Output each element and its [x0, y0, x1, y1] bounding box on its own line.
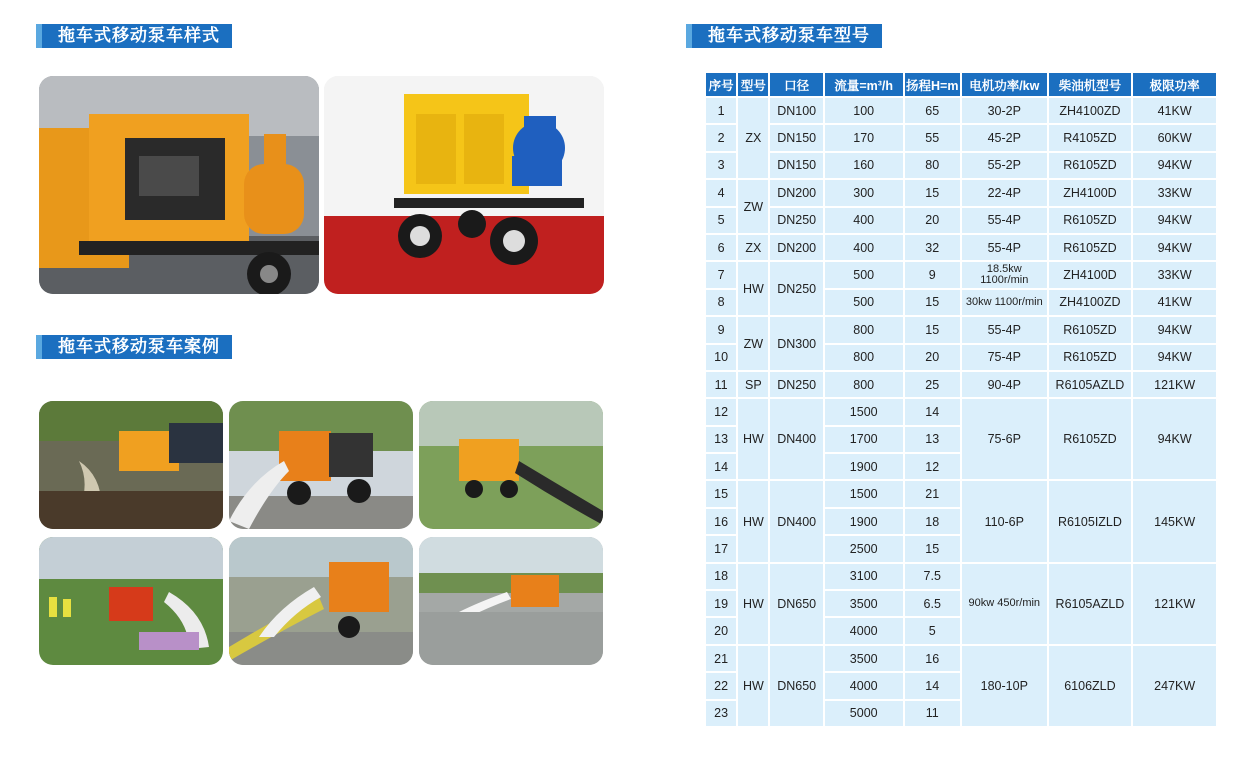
cell-index: 3: [706, 153, 736, 178]
cell-motor: 30-2P: [962, 98, 1047, 123]
photo-case-1: [39, 401, 223, 529]
cell-head: 14: [905, 673, 960, 698]
cell-flow: 4000: [825, 673, 903, 698]
cell-power: 94KW: [1133, 399, 1216, 479]
cell-motor: 75-4P: [962, 345, 1047, 370]
section-title-models: [686, 24, 882, 48]
cell-engine: ZH4100D: [1049, 180, 1132, 205]
cell-engine: R6105ZD: [1049, 235, 1132, 260]
cell-engine: R6105IZLD: [1049, 481, 1132, 561]
cell-motor: 110-6P: [962, 481, 1047, 561]
cell-index: 12: [706, 399, 736, 424]
cell-index: 16: [706, 509, 736, 534]
photo-trailer-pump-orange: [39, 76, 319, 294]
table-row: [706, 153, 1216, 178]
cell-flow: 400: [825, 208, 903, 233]
cell-engine: ZH4100ZD: [1049, 98, 1132, 123]
cell-type: SP: [738, 372, 768, 397]
pump-model-table: [704, 71, 1218, 728]
cell-power: 33KW: [1133, 262, 1216, 287]
cell-caliber: DN100: [770, 98, 822, 123]
cell-caliber: DN250: [770, 372, 822, 397]
cell-index: 5: [706, 208, 736, 233]
cell-head: 25: [905, 372, 960, 397]
cell-flow: 800: [825, 345, 903, 370]
cell-flow: 1900: [825, 454, 903, 479]
table-row: [706, 208, 1216, 233]
cell-index: 18: [706, 564, 736, 589]
cell-head: 20: [905, 345, 960, 370]
table-row: [706, 317, 1216, 342]
cell-motor: 55-4P: [962, 317, 1047, 342]
photo-case-5: [229, 537, 413, 665]
cell-motor: 55-4P: [962, 235, 1047, 260]
cell-index: 15: [706, 481, 736, 506]
cell-power: 94KW: [1133, 317, 1216, 342]
cell-motor: 75-6P: [962, 399, 1047, 479]
cell-engine: R4105ZD: [1049, 125, 1132, 150]
cell-head: 65: [905, 98, 960, 123]
cell-index: 9: [706, 317, 736, 342]
cell-motor: 55-4P: [962, 208, 1047, 233]
cell-power: 94KW: [1133, 208, 1216, 233]
section-title-text: 拖车式移动泵车样式: [42, 24, 232, 48]
cell-flow: 300: [825, 180, 903, 205]
cell-engine: ZH4100D: [1049, 262, 1132, 287]
section-title-cases: [36, 335, 232, 359]
cell-index: 4: [706, 180, 736, 205]
header-cell: 扬程H=m: [905, 73, 960, 96]
cell-power: 41KW: [1133, 98, 1216, 123]
cell-caliber: DN200: [770, 235, 822, 260]
cell-head: 20: [905, 208, 960, 233]
cell-head: 9: [905, 262, 960, 287]
cell-head: 21: [905, 481, 960, 506]
cell-head: 12: [905, 454, 960, 479]
cell-caliber: DN650: [770, 564, 822, 644]
table-row: [706, 180, 1216, 205]
cell-power: 94KW: [1133, 345, 1216, 370]
cell-type: HW: [738, 262, 768, 315]
table-row: [706, 372, 1216, 397]
cell-flow: 170: [825, 125, 903, 150]
cell-caliber: DN400: [770, 481, 822, 561]
cell-engine: R6105AZLD: [1049, 564, 1132, 644]
cell-motor: 180-10P: [962, 646, 1047, 726]
cell-index: 11: [706, 372, 736, 397]
cell-head: 11: [905, 701, 960, 726]
cell-flow: 400: [825, 235, 903, 260]
cell-index: 23: [706, 701, 736, 726]
cell-caliber: DN250: [770, 262, 822, 315]
cell-flow: 160: [825, 153, 903, 178]
cell-head: 15: [905, 536, 960, 561]
cell-caliber: DN650: [770, 646, 822, 726]
cell-engine: R6105ZD: [1049, 345, 1132, 370]
cell-motor: 18.5kw 1100r/min: [962, 262, 1047, 287]
cell-engine: R6105ZD: [1049, 317, 1132, 342]
cell-index: 22: [706, 673, 736, 698]
cell-flow: 500: [825, 290, 903, 315]
cell-flow: 500: [825, 262, 903, 287]
cell-flow: 1500: [825, 481, 903, 506]
table-row: [706, 399, 1216, 424]
cell-head: 16: [905, 646, 960, 671]
cell-motor: 90-4P: [962, 372, 1047, 397]
cell-flow: 2500: [825, 536, 903, 561]
cell-head: 5: [905, 618, 960, 643]
cell-index: 14: [706, 454, 736, 479]
cell-engine: R6105AZLD: [1049, 372, 1132, 397]
cell-head: 14: [905, 399, 960, 424]
cell-head: 18: [905, 509, 960, 534]
cell-type: ZW: [738, 317, 768, 370]
cell-power: 33KW: [1133, 180, 1216, 205]
cell-type: HW: [738, 399, 768, 479]
cell-flow: 3500: [825, 646, 903, 671]
cell-engine: ZH4100ZD: [1049, 290, 1132, 315]
section-title-text: 拖车式移动泵车案例: [42, 335, 232, 359]
cell-head: 15: [905, 180, 960, 205]
photo-case-3: [419, 401, 603, 529]
cell-head: 7.5: [905, 564, 960, 589]
cell-head: 15: [905, 317, 960, 342]
cell-motor: 90kw 450r/min: [962, 564, 1047, 644]
cell-index: 19: [706, 591, 736, 616]
cell-index: 10: [706, 345, 736, 370]
cell-index: 8: [706, 290, 736, 315]
cell-motor: 30kw 1100r/min: [962, 290, 1047, 315]
header-cell: 序号: [706, 73, 736, 96]
cell-power: 121KW: [1133, 564, 1216, 644]
table-row: [706, 262, 1216, 287]
cell-head: 80: [905, 153, 960, 178]
cell-head: 15: [905, 290, 960, 315]
cell-type: ZW: [738, 180, 768, 233]
photo-case-2: [229, 401, 413, 529]
table-row: [706, 125, 1216, 150]
header-cell: 流量=m³/h: [825, 73, 903, 96]
cell-index: 7: [706, 262, 736, 287]
cell-caliber: DN250: [770, 208, 822, 233]
cell-type: HW: [738, 564, 768, 644]
cell-caliber: DN150: [770, 153, 822, 178]
cell-type: ZX: [738, 235, 768, 260]
cell-flow: 100: [825, 98, 903, 123]
cell-power: 60KW: [1133, 125, 1216, 150]
cell-flow: 1700: [825, 427, 903, 452]
cell-head: 32: [905, 235, 960, 260]
cell-flow: 5000: [825, 701, 903, 726]
cell-flow: 3100: [825, 564, 903, 589]
table-row: [706, 646, 1216, 671]
cell-engine: R6105ZD: [1049, 399, 1132, 479]
header-cell: 电机功率/kw: [962, 73, 1047, 96]
cell-power: 41KW: [1133, 290, 1216, 315]
cell-type: HW: [738, 646, 768, 726]
table-row: [706, 481, 1216, 506]
cell-flow: 3500: [825, 591, 903, 616]
cell-power: 94KW: [1133, 153, 1216, 178]
section-title-text: 拖车式移动泵车型号: [692, 24, 882, 48]
cell-type: HW: [738, 481, 768, 561]
cell-flow: 800: [825, 317, 903, 342]
cell-caliber: DN300: [770, 317, 822, 370]
cell-index: 21: [706, 646, 736, 671]
cell-power: 121KW: [1133, 372, 1216, 397]
cell-engine: 6106ZLD: [1049, 646, 1132, 726]
cell-flow: 800: [825, 372, 903, 397]
table-row: [706, 235, 1216, 260]
cell-power: 145KW: [1133, 481, 1216, 561]
cell-head: 55: [905, 125, 960, 150]
cell-head: 13: [905, 427, 960, 452]
cell-flow: 1900: [825, 509, 903, 534]
table-header-row: [706, 73, 1216, 96]
cell-engine: R6105ZD: [1049, 208, 1132, 233]
cell-index: 1: [706, 98, 736, 123]
header-cell: 柴油机型号: [1049, 73, 1132, 96]
header-cell: 口径: [770, 73, 822, 96]
cell-caliber: DN400: [770, 399, 822, 479]
cell-flow: 4000: [825, 618, 903, 643]
photo-trailer-pump-yellow: [324, 76, 604, 294]
cell-motor: 55-2P: [962, 153, 1047, 178]
cell-index: 17: [706, 536, 736, 561]
cell-motor: 45-2P: [962, 125, 1047, 150]
header-cell: 极限功率: [1133, 73, 1216, 96]
cell-index: 20: [706, 618, 736, 643]
cell-power: 94KW: [1133, 235, 1216, 260]
cell-caliber: DN200: [770, 180, 822, 205]
cell-power: 247KW: [1133, 646, 1216, 726]
cell-head: 6.5: [905, 591, 960, 616]
cell-caliber: DN150: [770, 125, 822, 150]
cell-index: 2: [706, 125, 736, 150]
photo-case-6: [419, 537, 603, 665]
cell-motor: 22-4P: [962, 180, 1047, 205]
table-row: [706, 564, 1216, 589]
table-row: [706, 98, 1216, 123]
cell-index: 6: [706, 235, 736, 260]
section-title-styles: [36, 24, 232, 48]
cell-type: ZX: [738, 98, 768, 178]
photo-case-4: [39, 537, 223, 665]
cell-flow: 1500: [825, 399, 903, 424]
cell-index: 13: [706, 427, 736, 452]
header-cell: 型号: [738, 73, 768, 96]
cell-engine: R6105ZD: [1049, 153, 1132, 178]
